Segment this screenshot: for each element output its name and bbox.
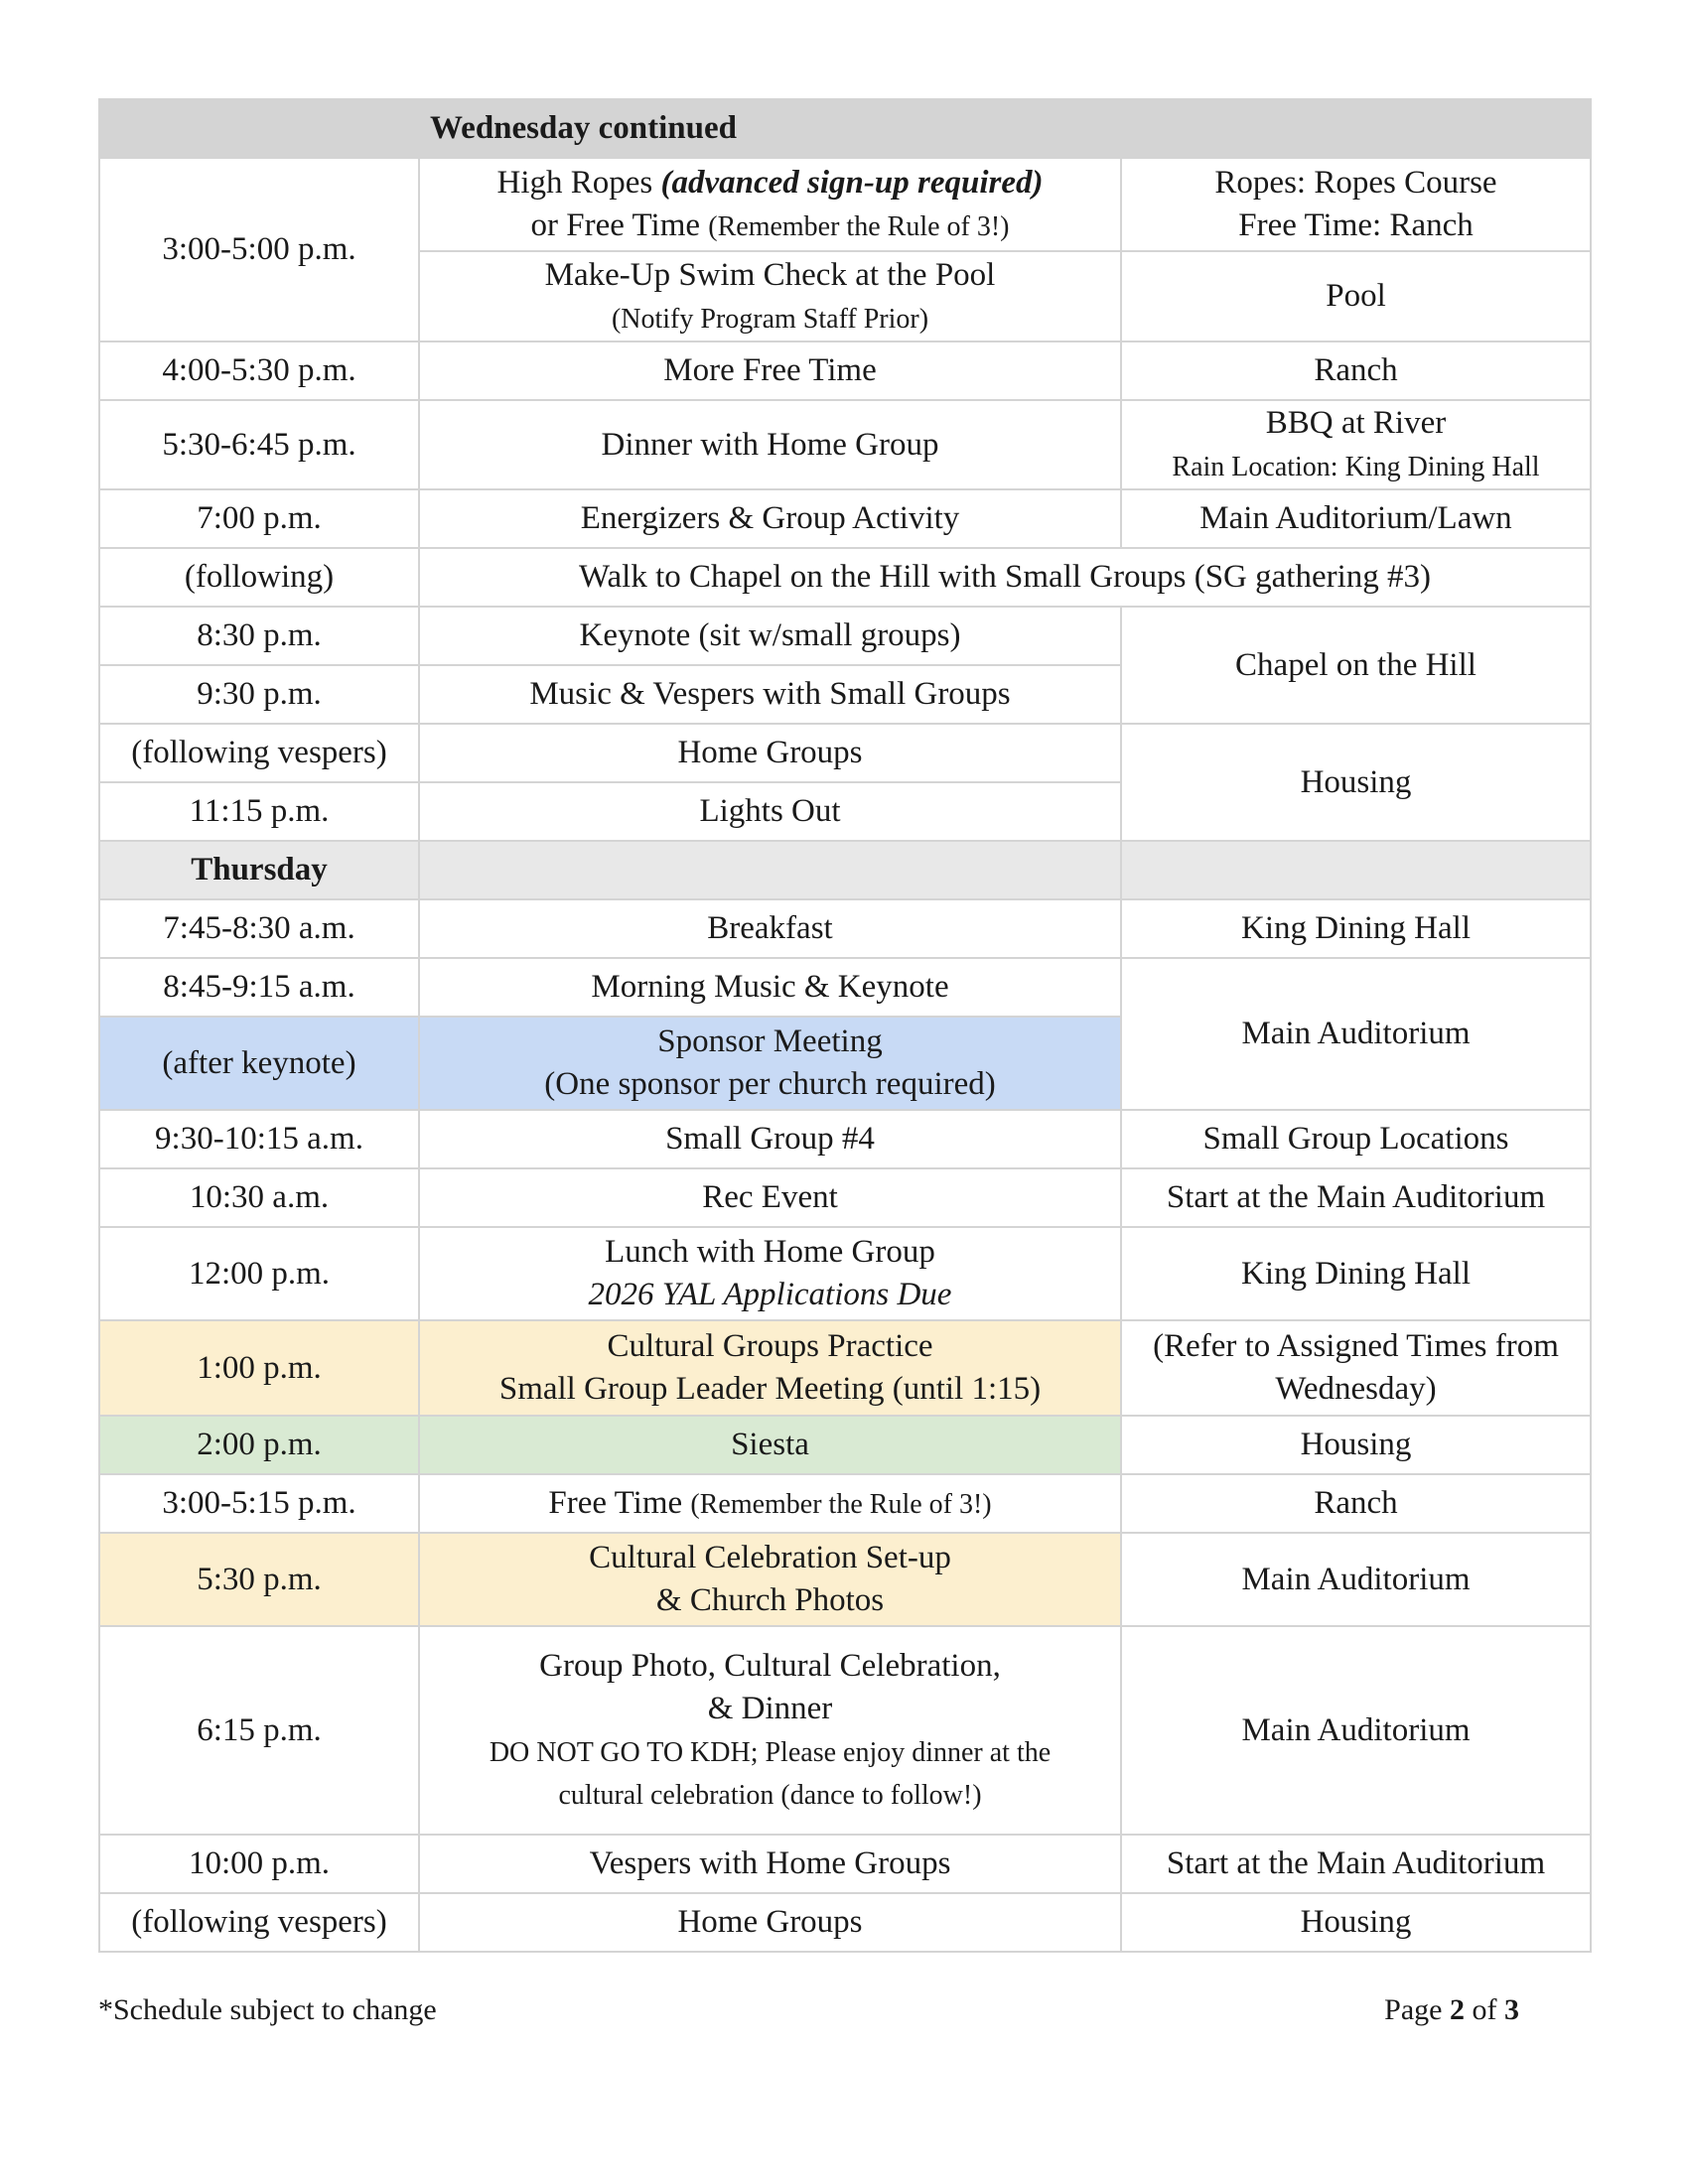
wednesday-header: Wednesday continued bbox=[99, 99, 1121, 158]
schedule-note: *Schedule subject to change bbox=[98, 1993, 437, 2026]
location-cell: BBQ at River Rain Location: King Dining Hall bbox=[1121, 400, 1591, 489]
location-cell: Start at the Main Auditorium bbox=[1121, 1835, 1591, 1893]
header-empty-cell bbox=[419, 841, 1121, 899]
activity-cell: Vespers with Home Groups bbox=[419, 1835, 1121, 1893]
location-cell: Start at the Main Auditorium bbox=[1121, 1168, 1591, 1227]
location-cell: King Dining Hall bbox=[1121, 899, 1591, 958]
activity-cell: High Ropes (advanced sign-up required) or Free Time (Remember the Rule of 3!) bbox=[419, 158, 1121, 251]
activity-cell: Rec Event bbox=[419, 1168, 1121, 1227]
location-cell: Ranch bbox=[1121, 1474, 1591, 1533]
time-cell: 9:30-10:15 a.m. bbox=[99, 1110, 419, 1168]
activity-cell: Keynote (sit w/small groups) bbox=[419, 607, 1121, 665]
location-cell: Main Auditorium bbox=[1121, 1626, 1591, 1835]
activity-cell: Make-Up Swim Check at the Pool (Notify Program Staff Prior) bbox=[419, 251, 1121, 341]
table-row bbox=[99, 158, 1591, 251]
location-cell: Ranch bbox=[1121, 341, 1591, 400]
table-row bbox=[99, 548, 1591, 607]
thursday-header-row bbox=[99, 841, 1591, 899]
time-cell: 8:45-9:15 a.m. bbox=[99, 958, 419, 1017]
table-row bbox=[99, 400, 1591, 489]
time-cell: 8:30 p.m. bbox=[99, 607, 419, 665]
table-row bbox=[99, 958, 1591, 1017]
page-number: Page 2 of 3 bbox=[1384, 1993, 1519, 2026]
table-row bbox=[99, 1533, 1591, 1626]
location-cell: Main Auditorium bbox=[1121, 1533, 1591, 1626]
table-row bbox=[99, 899, 1591, 958]
activity-cell: Group Photo, Cultural Celebration, & Dinner DO NOT GO TO KDH; Please enjoy dinner at the cultural celebration (dance to follow!) bbox=[419, 1626, 1121, 1835]
time-cell: 6:15 p.m. bbox=[99, 1626, 419, 1835]
time-cell: 5:30 p.m. bbox=[99, 1533, 419, 1626]
activity-cell: Lights Out bbox=[419, 782, 1121, 841]
time-cell: 9:30 p.m. bbox=[99, 665, 419, 724]
location-cell: Housing bbox=[1121, 1893, 1591, 1952]
table-row bbox=[99, 489, 1591, 548]
time-cell: 7:45-8:30 a.m. bbox=[99, 899, 419, 958]
activity-cell: Cultural Celebration Set-up & Church Photos bbox=[419, 1533, 1121, 1626]
location-cell: (Refer to Assigned Times from Wednesday) bbox=[1121, 1320, 1591, 1416]
location-cell: Main Auditorium bbox=[1121, 958, 1591, 1110]
location-cell: Ropes: Ropes Course Free Time: Ranch bbox=[1121, 158, 1591, 251]
time-cell: (following) bbox=[99, 548, 419, 607]
activity-cell: Morning Music & Keynote bbox=[419, 958, 1121, 1017]
activity-cell: Lunch with Home Group 2026 YAL Applications Due bbox=[419, 1227, 1121, 1320]
time-cell: 3:00-5:00 p.m. bbox=[99, 158, 419, 341]
table-row bbox=[99, 1227, 1591, 1320]
wednesday-header-row bbox=[99, 99, 1591, 158]
activity-cell: Small Group #4 bbox=[419, 1110, 1121, 1168]
activity-cell: Home Groups bbox=[419, 1893, 1121, 1952]
table-row bbox=[99, 1110, 1591, 1168]
schedule-table bbox=[98, 98, 1592, 1953]
table-row bbox=[99, 724, 1591, 782]
activity-cell: Sponsor Meeting (One sponsor per church required) bbox=[419, 1017, 1121, 1110]
header-empty-cell bbox=[1121, 841, 1591, 899]
location-cell: Main Auditorium/Lawn bbox=[1121, 489, 1591, 548]
activity-cell: Free Time (Remember the Rule of 3!) bbox=[419, 1474, 1121, 1533]
time-cell: (following vespers) bbox=[99, 724, 419, 782]
location-cell: Housing bbox=[1121, 1416, 1591, 1474]
activity-cell: Cultural Groups Practice Small Group Leader Meeting (until 1:15) bbox=[419, 1320, 1121, 1416]
location-cell: Housing bbox=[1121, 724, 1591, 841]
activity-cell: Dinner with Home Group bbox=[419, 400, 1121, 489]
time-cell: 10:00 p.m. bbox=[99, 1835, 419, 1893]
table-row bbox=[99, 1168, 1591, 1227]
time-cell: (after keynote) bbox=[99, 1017, 419, 1110]
table-row bbox=[99, 341, 1591, 400]
signup-required-note: (advanced sign-up required) bbox=[660, 164, 1044, 201]
activity-cell: More Free Time bbox=[419, 341, 1121, 400]
table-row bbox=[99, 1320, 1591, 1416]
time-cell: 11:15 p.m. bbox=[99, 782, 419, 841]
time-cell: (following vespers) bbox=[99, 1893, 419, 1952]
location-cell: Chapel on the Hill bbox=[1121, 607, 1591, 724]
activity-cell: Walk to Chapel on the Hill with Small Groups (SG gathering #3) bbox=[419, 548, 1591, 607]
table-row bbox=[99, 1893, 1591, 1952]
header-empty-cell bbox=[1121, 99, 1591, 158]
time-cell: 7:00 p.m. bbox=[99, 489, 419, 548]
time-cell: 3:00-5:15 p.m. bbox=[99, 1474, 419, 1533]
table-row bbox=[99, 1474, 1591, 1533]
table-row bbox=[99, 1626, 1591, 1835]
activity-cell: Energizers & Group Activity bbox=[419, 489, 1121, 548]
location-cell: Pool bbox=[1121, 251, 1591, 341]
table-row bbox=[99, 607, 1591, 665]
time-cell: 1:00 p.m. bbox=[99, 1320, 419, 1416]
time-cell: 4:00-5:30 p.m. bbox=[99, 341, 419, 400]
time-cell: 12:00 p.m. bbox=[99, 1227, 419, 1320]
thursday-header: Thursday bbox=[99, 841, 419, 899]
table-row bbox=[99, 1835, 1591, 1893]
time-cell: 5:30-6:45 p.m. bbox=[99, 400, 419, 489]
time-cell: 2:00 p.m. bbox=[99, 1416, 419, 1474]
activity-cell: Breakfast bbox=[419, 899, 1121, 958]
activity-cell: Home Groups bbox=[419, 724, 1121, 782]
location-cell: Small Group Locations bbox=[1121, 1110, 1591, 1168]
activity-cell: Siesta bbox=[419, 1416, 1121, 1474]
time-cell: 10:30 a.m. bbox=[99, 1168, 419, 1227]
activity-cell: Music & Vespers with Small Groups bbox=[419, 665, 1121, 724]
table-row bbox=[99, 1416, 1591, 1474]
location-cell: King Dining Hall bbox=[1121, 1227, 1591, 1320]
